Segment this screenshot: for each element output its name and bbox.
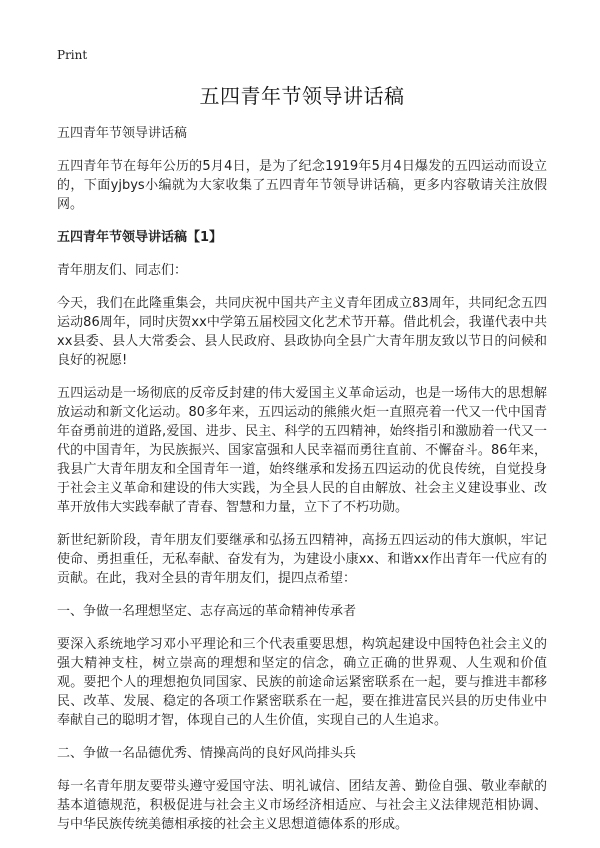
article-body — [57, 124, 547, 848]
document-title: 五四青年节领导讲话稿 — [199, 84, 405, 108]
part1-heading: 一、争做一名理想坚定、志存高远的革命精神传承者 — [57, 604, 357, 619]
intro-paragraph: 五四青年节在每年公历的5月4日，是为了纪念1919年5月4日爆发的五四运动而设立的，下面yjbys小编就为大家收集了五四青年节领导讲话稿，更多内容敬请关注放假网。 — [57, 159, 547, 212]
section-heading: 五四青年节领导讲话稿【1】 — [57, 230, 223, 245]
article-subtitle: 五四青年节领导讲话稿 — [57, 126, 188, 141]
print-link[interactable]: Print — [57, 48, 88, 62]
part2-heading: 二、争做一名品德优秀、情操高尚的良好风尚排头兵 — [57, 746, 357, 761]
part2-body: 每一名青年朋友要带头遵守爱国守法、明礼诚信、团结友善、勤俭自强、敬业奉献的基本道德规范，积极促进与社会主义市场经济相适应、与社会主义法律规范相协调、与中华民族传统美德相承接的社会主义思想道德体系的形成。 — [57, 779, 547, 832]
body-paragraph: 新世纪新阶段，青年朋友们要继承和弘扬五四精神，高扬五四运动的伟大旗帜，牢记使命、勇担重任，无私奉献、奋发有为，为建设小康xx、和谐xx作出青年一代应有的贡献。在此，我对全县的青年朋友们，提四点希望： — [57, 533, 547, 586]
body-paragraph: 五四运动是一场彻底的反帝反封建的伟大爱国主义革命运动，也是一场伟大的思想解放运动和新文化运动。80多年来，五四运动的熊熊火炬一直照亮着一代又一代中国青年奋勇前进的道路,爱国、进步、民主、科学的五四精神，始终指引和激励着一代又一代的中国青年，为民族振兴、国家富强和人民幸福而勇往直前、不懈奋斗。86年来，我县广大青年朋友和全国青年一道，始终继承和发扬五四运动的优良传统，自觉投身于社会主义革命和建设的伟大实践，为全县人民的自由解放、社会主义建设事业、改革开放伟大实践奉献了青春、智慧和力量，立下了不朽功勋。 — [57, 386, 547, 515]
body-paragraph: 今天，我们在此隆重集会，共同庆祝中国共产主义青年团成立83周年，共同纪念五四运动86周年，同时庆贺xx中学第五届校园文化艺术节开幕。借此机会，我谨代表中共xx县委、县人大常委会、县人民政府、县政协向全县广大青年朋友致以节日的问候和良好的祝愿! — [57, 296, 547, 368]
greeting: 青年朋友们、同志们： — [57, 263, 188, 278]
part1-body: 要深入系统地学习邓小平理论和三个代表重要思想，构筑起建设中国特色社会主义的强大精神支柱，树立崇高的理想和坚定的信念，确立正确的世界观、人生观和价值观。要把个人的理想抱负同国家、民族的前途命运紧密联系在一起，要与推进丰都移民、改革、发展、稳定的各项工作紧密联系在一起，要在推进富民兴县的历史伟业中奉献自己的聪明才智，体现自己的人生价值，实现自己的人生追求。 — [57, 637, 547, 728]
